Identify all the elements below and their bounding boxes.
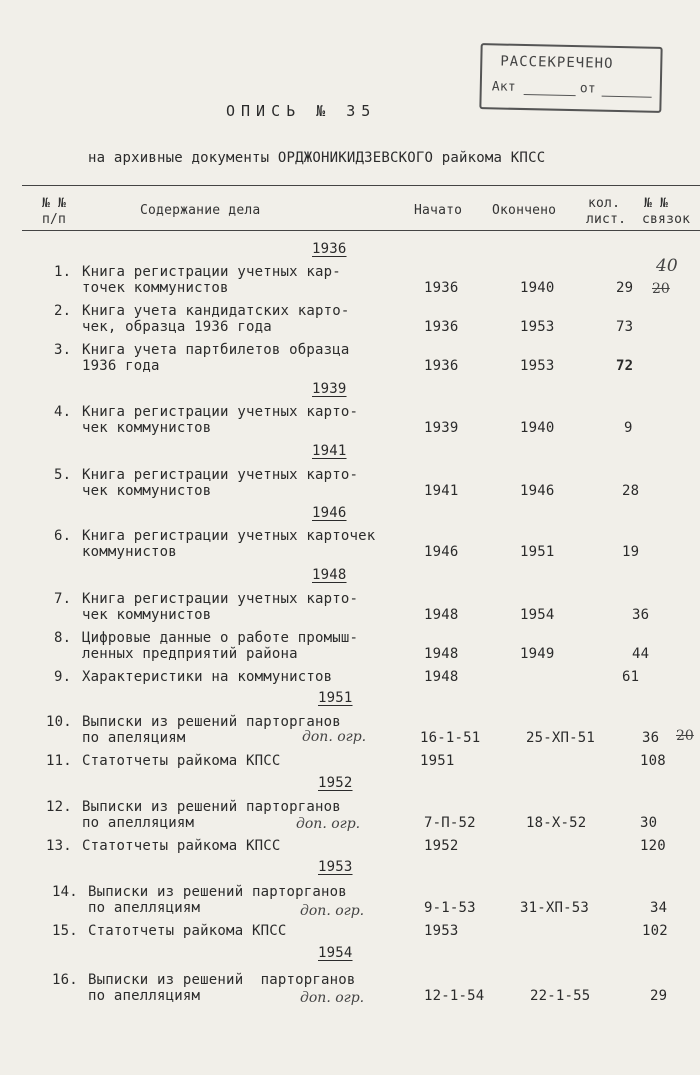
year-heading: 1939 bbox=[312, 381, 347, 397]
row-start: 1936 bbox=[424, 280, 459, 296]
row-start: 1941 bbox=[424, 483, 459, 499]
row-bundle-handwritten: 40 bbox=[656, 256, 678, 276]
row-number: 10. bbox=[46, 714, 72, 730]
row-number: 13. bbox=[46, 838, 72, 854]
header-bundle-1: № № bbox=[644, 196, 669, 211]
row-sheets: 44 bbox=[632, 646, 650, 662]
row-content-line: чек, образца 1936 года bbox=[82, 319, 272, 335]
row-content-line: Книга регистрации учетных карточек bbox=[82, 528, 376, 544]
row-end: 1940 bbox=[520, 420, 555, 436]
row-sheets: 19 bbox=[622, 544, 640, 560]
row-bundle-struck: 20 bbox=[652, 281, 670, 297]
row-content-line: Характеристики на коммунистов bbox=[82, 669, 333, 685]
row-content-line: чек коммунистов bbox=[82, 483, 212, 499]
header-start: Начато bbox=[414, 203, 463, 218]
row-sheets: 36 bbox=[642, 730, 660, 746]
row-content-line: чек коммунистов bbox=[82, 420, 212, 436]
row-start: 1939 bbox=[424, 420, 459, 436]
row-content-line: Книга регистрации учетных карто- bbox=[82, 467, 359, 483]
row-bundle-struck: 20 bbox=[676, 728, 694, 744]
row-number: 14. bbox=[52, 884, 78, 900]
row-content-line: Статотчеты райкома КПСС bbox=[82, 838, 281, 854]
row-start: 1948 bbox=[424, 646, 459, 662]
row-sheets: 9 bbox=[624, 420, 633, 436]
row-sheets: 30 bbox=[640, 815, 658, 831]
row-sheets: 61 bbox=[622, 669, 640, 685]
row-end: 31-ХП-53 bbox=[520, 900, 590, 916]
header-top-rule bbox=[22, 185, 700, 186]
year-heading: 1946 bbox=[312, 505, 347, 521]
year-heading: 1951 bbox=[318, 690, 353, 706]
header-end: Окончено bbox=[492, 203, 557, 218]
row-number: 8. bbox=[54, 630, 72, 646]
row-content-line: Статотчеты райкома КПСС bbox=[82, 753, 281, 769]
stamp-act-label: Акт bbox=[491, 79, 517, 95]
row-end: 1954 bbox=[520, 607, 555, 623]
row-start: 1946 bbox=[424, 544, 459, 560]
row-number: 1. bbox=[54, 264, 72, 280]
row-content-line: по апелляциям bbox=[88, 900, 201, 916]
page-title: ОПИСЬ № 35 bbox=[226, 102, 377, 120]
row-start: 1936 bbox=[424, 319, 459, 335]
row-sheets: 72 bbox=[616, 358, 634, 374]
row-sheets: 102 bbox=[642, 923, 668, 939]
year-heading: 1936 bbox=[312, 241, 347, 257]
row-start: 1951 bbox=[420, 753, 455, 769]
row-end: 1949 bbox=[520, 646, 555, 662]
row-number: 7. bbox=[54, 591, 72, 607]
row-content-line: Выписки из решений парторганов bbox=[82, 714, 341, 730]
row-end: 25-ХП-51 bbox=[526, 730, 596, 746]
row-content-line: по апеляциям bbox=[82, 730, 186, 746]
year-heading: 1948 bbox=[312, 567, 347, 583]
row-start: 16-1-51 bbox=[420, 730, 481, 746]
row-start: 1936 bbox=[424, 358, 459, 374]
header-content: Содержание дела bbox=[140, 203, 261, 218]
header-sheets-2: лист. bbox=[586, 212, 627, 227]
row-note-handwritten: доп. огр. bbox=[296, 816, 361, 832]
row-content-line: коммунистов bbox=[82, 544, 177, 560]
row-content-line: Цифровые данные о работе промыш- bbox=[82, 630, 359, 646]
row-sheets: 29 bbox=[616, 280, 634, 296]
row-note-handwritten: доп. огр. bbox=[300, 903, 365, 919]
stamp-act-line bbox=[524, 94, 576, 96]
row-sheets: 36 bbox=[632, 607, 650, 623]
row-content-line: Книга учета кандидатских карто- bbox=[82, 303, 350, 319]
row-content-line: Книга регистрации учетных кар- bbox=[82, 264, 341, 280]
declassified-stamp bbox=[479, 43, 662, 113]
row-number: 11. bbox=[46, 753, 72, 769]
stamp-from-label: от bbox=[579, 81, 596, 97]
row-content-line: точек коммунистов bbox=[82, 280, 229, 296]
row-sheets: 73 bbox=[616, 319, 634, 335]
row-note-handwritten: доп. огр. bbox=[302, 729, 367, 745]
row-number: 15. bbox=[52, 923, 78, 939]
row-end: 1940 bbox=[520, 280, 555, 296]
row-content-line: по апелляциям bbox=[82, 815, 195, 831]
stamp-title: РАССЕКРЕЧЕНО bbox=[500, 53, 614, 72]
row-start: 1948 bbox=[424, 607, 459, 623]
row-content-line: чек коммунистов bbox=[82, 607, 212, 623]
row-sheets: 108 bbox=[640, 753, 666, 769]
header-bundle-2: связок bbox=[642, 212, 691, 227]
year-heading: 1941 bbox=[312, 443, 347, 459]
row-number: 5. bbox=[54, 467, 72, 483]
page-subtitle: на архивные документы ОРДЖОНИКИДЗЕВСКОГО райкома КПСС bbox=[88, 150, 546, 166]
row-content-line: Книга регистрации учетных карто- bbox=[82, 404, 359, 420]
row-start: 12-1-54 bbox=[424, 988, 485, 1004]
row-number: 16. bbox=[52, 972, 78, 988]
stamp-from-line bbox=[602, 96, 652, 98]
row-start: 9-1-53 bbox=[424, 900, 476, 916]
row-end: 1953 bbox=[520, 358, 555, 374]
row-sheets: 120 bbox=[640, 838, 666, 854]
row-sheets: 34 bbox=[650, 900, 668, 916]
row-content-line: Книга регистрации учетных карто- bbox=[82, 591, 359, 607]
header-bottom-rule bbox=[22, 230, 700, 231]
header-num-1: № № bbox=[42, 196, 67, 211]
row-number: 6. bbox=[54, 528, 72, 544]
row-sheets: 28 bbox=[622, 483, 640, 499]
row-end: 1953 bbox=[520, 319, 555, 335]
row-content-line: Выписки из решений парторганов bbox=[88, 884, 347, 900]
header-num-2: п/п bbox=[42, 212, 67, 227]
row-end: 1951 bbox=[520, 544, 555, 560]
year-heading: 1953 bbox=[318, 859, 353, 875]
year-heading: 1954 bbox=[318, 945, 353, 961]
row-content-line: Выписки из решений парторганов bbox=[88, 972, 356, 988]
row-content-line: 1936 года bbox=[82, 358, 160, 374]
row-start: 1953 bbox=[424, 923, 459, 939]
row-end: 18-Х-52 bbox=[526, 815, 587, 831]
row-start: 1948 bbox=[424, 669, 459, 685]
row-start: 1952 bbox=[424, 838, 459, 854]
header-sheets-1: кол. bbox=[588, 196, 621, 211]
row-sheets: 29 bbox=[650, 988, 668, 1004]
row-number: 2. bbox=[54, 303, 72, 319]
row-content-line: ленных предприятий района bbox=[82, 646, 298, 662]
row-content-line: по апелляциям bbox=[88, 988, 201, 1004]
row-end: 1946 bbox=[520, 483, 555, 499]
row-number: 3. bbox=[54, 342, 72, 358]
row-content-line: Статотчеты райкома КПСС bbox=[88, 923, 287, 939]
row-start: 7-П-52 bbox=[424, 815, 476, 831]
row-number: 12. bbox=[46, 799, 72, 815]
year-heading: 1952 bbox=[318, 775, 353, 791]
row-note-handwritten: доп. огр. bbox=[300, 990, 365, 1006]
row-content-line: Книга учета партбилетов образца bbox=[82, 342, 350, 358]
row-end: 22-1-55 bbox=[530, 988, 591, 1004]
row-number: 9. bbox=[54, 669, 72, 685]
row-content-line: Выписки из решений парторганов bbox=[82, 799, 341, 815]
row-number: 4. bbox=[54, 404, 72, 420]
